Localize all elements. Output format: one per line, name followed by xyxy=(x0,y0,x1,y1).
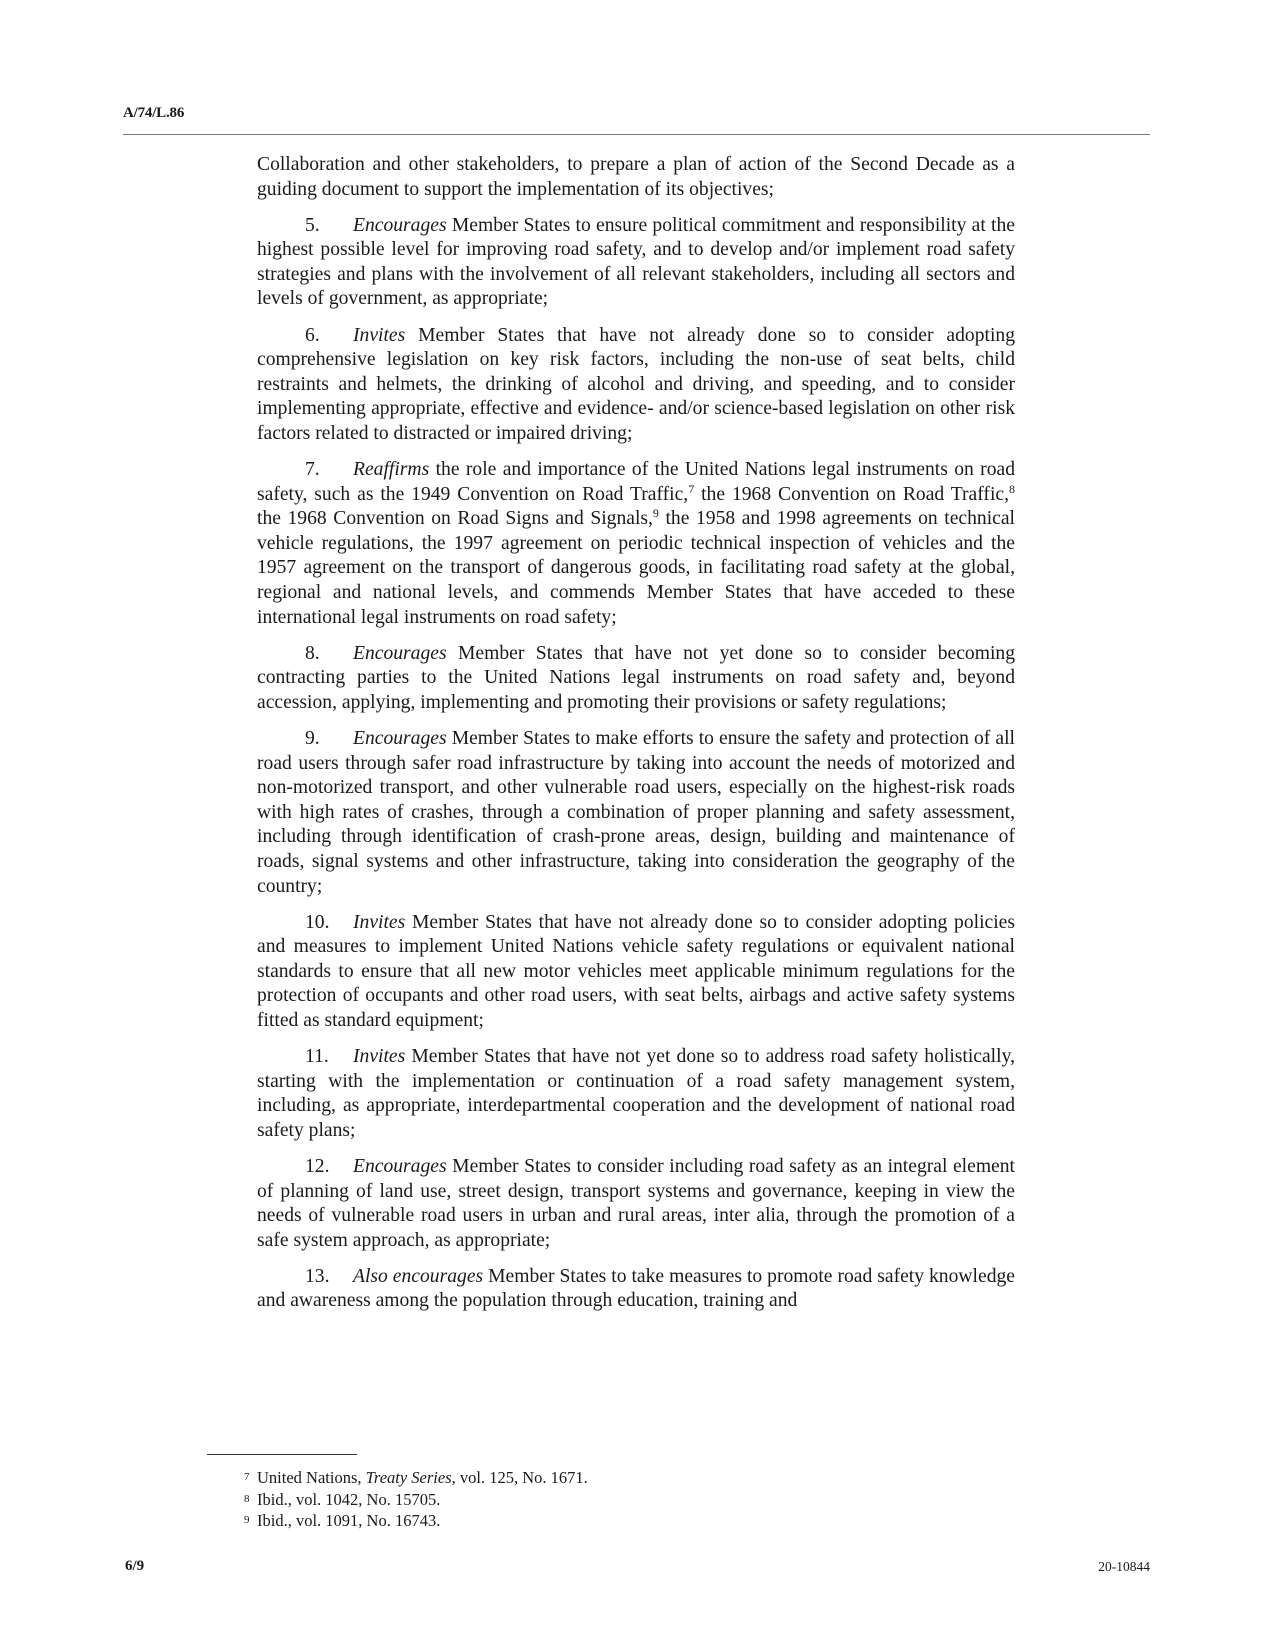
footnotes xyxy=(244,1467,944,1532)
footnote-text: United Nations, xyxy=(257,1468,366,1487)
paragraph-text: Member States that have not already done so to consider adopting comprehensive legislation on key risk factors, including the non-use of seat belts, child restraints and helmets, the drinking of alcohol and driving, and speeding, and to consider implementing appropriate, effective and evidence- and/or science-based legislation on other risk factors related to distracted or impaired driving; xyxy=(257,324,1015,444)
document-code: 20-10844 xyxy=(1098,1559,1150,1574)
paragraph-text: the 1968 Convention on Road Signs and Signals, xyxy=(257,508,653,530)
operative-keyword: Encourages xyxy=(353,214,447,236)
paragraph-number: 13. xyxy=(305,1265,330,1287)
paragraph-text: Member States that have not already done so to consider adopting policies and measures to implement United Nations vehicle safety regulations or equivalent national standards to ensure that all new motor vehicles meet applicable minimum regulations for the protection of occupants and other road users, with seat belts, airbags and active safety systems fitted as standard equipment; xyxy=(257,911,1015,1031)
paragraph-number: 5. xyxy=(305,214,320,236)
document-body xyxy=(257,153,1015,1326)
paragraph-text: Member States to make efforts to ensure the safety and protection of all road users through safer road infrastructure by taking into account the needs of motorized and non-motorized transport, and other vulnerable road users, especially on the highest-risk roads with high rates of crashes, through a combination of proper planning and safety assessment, including through identification of crash-prone areas, design, building and maintenance of roads, signal systems and other infrastructure, taking into consideration the geography of the country; xyxy=(257,727,1015,897)
footnote-ref-9[interactable]: 9 xyxy=(652,506,659,521)
paragraph-text: the 1958 and 1998 agreements on technical vehicle regulations, the 1997 agreement on periodic technical inspection of vehicles and the 1957 agreement on the transport of dangerous goods, in facilitating road safety at the global, regional and national levels, and commends Member States that have acceded to these international legal instruments on road safety; xyxy=(257,508,1015,628)
footnote-ref-8[interactable]: 8 xyxy=(1009,481,1015,496)
operative-keyword: Invites xyxy=(353,1046,406,1068)
paragraph-number: 10. xyxy=(305,911,330,933)
paragraph-text: Member States that have not yet done so to consider becoming contracting parties to the United Nations legal instruments on road safety and, beyond accession, applying, implementing and promoting their provisions or safety regulations; xyxy=(257,642,1015,713)
operative-keyword: Invites xyxy=(353,324,406,346)
operative-keyword: Encourages xyxy=(353,642,447,664)
document-symbol: A/74/L.86 xyxy=(123,105,185,121)
operative-keyword: Also encourages xyxy=(353,1265,484,1287)
paragraph-text: the 1968 Convention on Road Traffic, xyxy=(694,483,1009,505)
paragraph-13 xyxy=(257,1265,1015,1314)
footnote-ref-7[interactable]: 7 xyxy=(688,481,695,496)
footnote-9: 9 Ibid., vol. 1091, No. 16743. xyxy=(244,1511,441,1530)
paragraph-number: 6. xyxy=(305,324,320,346)
operative-keyword: Invites xyxy=(353,911,406,933)
footnote-text: Ibid., vol. 1042, No. 15705. xyxy=(257,1489,441,1509)
footnote-separator xyxy=(207,1454,357,1455)
paragraph-8 xyxy=(257,642,1015,716)
paragraph-number: 7. xyxy=(305,459,320,481)
paragraph-continuation: Collaboration and other stakeholders, to prepare a plan of action of the Second Decade as a guiding document to support the implementation of its objectives; xyxy=(257,154,1015,200)
paragraph-text: Member States to ensure political commitment and responsibility at the highest possible level for improving road safety, and to develop and/or implement road safety strategies and plans with the involvement of all relevant stakeholders, including all sectors and levels of government, as appropriate; xyxy=(257,214,1015,310)
operative-keyword: Encourages xyxy=(353,1155,447,1177)
header-rule xyxy=(123,134,1150,135)
paragraph-number: 12. xyxy=(305,1155,330,1177)
paragraph-text: Member States to consider including road safety as an integral element of planning of land use, street design, transport systems and governance, keeping in view the needs of vulnerable road users in urban and rural areas, inter alia, through the promotion of a safe system approach, as appropriate; xyxy=(257,1155,1015,1251)
paragraph-10 xyxy=(257,911,1015,1034)
paragraph-11 xyxy=(257,1045,1015,1143)
paragraph-6 xyxy=(257,324,1015,447)
footnote-7: 7 United Nations, Treaty Series, vol. 125, No. 1671. xyxy=(244,1468,588,1487)
paragraph-text: the role and importance of the United Nations legal instruments on road safety, such as the 1949 Convention on Road Traffic, xyxy=(257,459,1015,505)
paragraph-text: Member States that have not yet done so to address road safety holistically, starting with the implementation or continuation of a road safety management system, including, as appropriate, interdepartmental cooperation and the development of national road safety plans; xyxy=(257,1046,1015,1141)
paragraph-12 xyxy=(257,1155,1015,1253)
paragraph-9 xyxy=(257,727,1015,899)
paragraph-number: 8. xyxy=(305,642,320,664)
paragraph-number: 11. xyxy=(305,1046,329,1068)
footnote-8: 8 Ibid., vol. 1042, No. 15705. xyxy=(244,1489,441,1509)
paragraph-5 xyxy=(257,214,1015,312)
footnote-text: Ibid., vol. 1091, No. 16743. xyxy=(257,1511,441,1530)
page-number: 6/9 xyxy=(125,1558,145,1574)
operative-keyword: Encourages xyxy=(353,727,447,749)
operative-keyword: Reaffirms xyxy=(353,459,430,481)
paragraph-number: 9. xyxy=(305,727,320,749)
footnote-title: Treaty Series xyxy=(365,1468,452,1487)
paragraph-7 xyxy=(257,458,1015,630)
paragraph-text: Member States to take measures to promote road safety knowledge and awareness among the population through education, training and xyxy=(257,1265,1015,1312)
footnote-text: , vol. 125, No. 1671. xyxy=(451,1468,588,1487)
